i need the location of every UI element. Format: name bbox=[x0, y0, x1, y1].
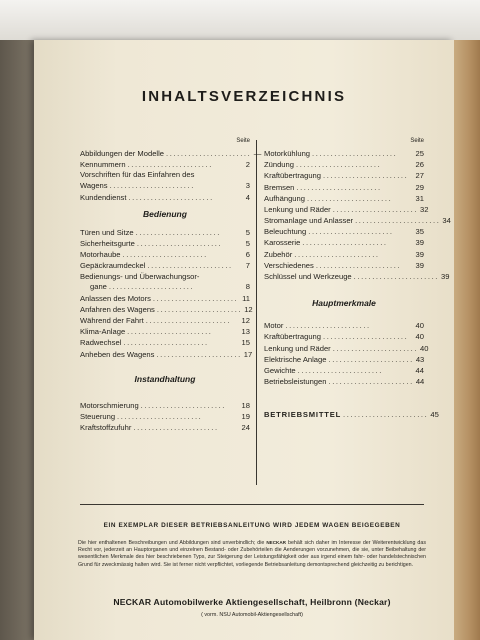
toc-entry-page: 13 bbox=[241, 327, 250, 337]
toc-entry-page: 39 bbox=[415, 260, 424, 270]
toc-entry bbox=[80, 315, 250, 326]
toc-entry-label: Abbildungen der Modelle bbox=[80, 148, 165, 158]
leader-dots: ....................... bbox=[294, 249, 380, 259]
leader-dots: ....................... bbox=[109, 181, 195, 191]
toc-entry bbox=[264, 159, 424, 170]
leader-dots: ....................... bbox=[140, 400, 226, 410]
toc-entry bbox=[264, 238, 424, 249]
notice-heading: EIN EXEMPLAR DIESER BETRIEBSANLEITUNG WIRD JEDEM WAGEN BEIGEGEBEN bbox=[103, 522, 401, 529]
leader-dots: ....................... bbox=[123, 338, 209, 348]
page-title: INHALTSVERZEICHNIS bbox=[141, 88, 347, 105]
toc-entry bbox=[80, 304, 253, 315]
toc-entry-label: Kraftstoffzufuhr bbox=[80, 423, 132, 433]
toc-entry bbox=[264, 365, 424, 376]
leader-dots: ....................... bbox=[135, 227, 221, 237]
toc-entry bbox=[264, 204, 429, 215]
toc-entry bbox=[80, 238, 250, 249]
toc-entry-page: 31 bbox=[415, 193, 424, 203]
toc-entry bbox=[80, 260, 250, 271]
toc-entry-page: — bbox=[253, 148, 262, 158]
leader-dots: ....................... bbox=[128, 192, 214, 202]
toc-entry bbox=[264, 193, 424, 204]
toc-entry-label: BETRIEBSMITTEL bbox=[264, 410, 342, 420]
leader-dots: ....................... bbox=[127, 160, 213, 170]
toc-entry-page: 12 bbox=[241, 316, 250, 326]
toc-entry-page: 26 bbox=[415, 160, 424, 170]
toc-entry-label: Gepäckraumdeckel bbox=[80, 261, 146, 271]
toc-entry bbox=[264, 376, 424, 387]
leader-dots: ....................... bbox=[308, 227, 394, 237]
toc-entry-label: Zündung bbox=[264, 160, 294, 170]
notice-brand: NECKAR bbox=[266, 540, 286, 545]
notice-text-part: behält sich daher im Interesse der Weiterentwicklung das Recht vor, jederzeit an Hauptorganen und einzelnen Bestand- oder Zubehörteilen die Aenderungen vorzunehmen, die sie, unter Beibehaltung der wesentlichen Merkmale des hier beschriebenen Typs, zur Steigerung der Leistungsfähigkeit oder aus irgend einem fahr- oder handelstechnischen Grund für zweckmässig halten wird. Sie ist ferner nicht verpflichtet, vorliegende Betriebsanleitung demontsprechend gleichzeitig zu berichtigen. bbox=[78, 540, 426, 568]
toc-entry bbox=[264, 148, 424, 159]
toc-entry bbox=[80, 170, 250, 191]
leader-dots: ....................... bbox=[136, 238, 223, 248]
toc-entry-label: Radwechsel bbox=[80, 338, 122, 348]
leader-dots: ....................... bbox=[152, 293, 239, 303]
toc-entry bbox=[80, 411, 250, 422]
leader-dots: ....................... bbox=[122, 250, 208, 260]
toc-entry bbox=[80, 227, 250, 238]
leader-dots: ....................... bbox=[147, 261, 233, 271]
leader-dots: ....................... bbox=[166, 148, 252, 158]
toc-entry-betriebsmittel bbox=[264, 409, 439, 420]
toc-entry bbox=[264, 331, 424, 342]
publisher-subtitle: ( vorm. NSU Automobil-Aktiengesellschaft) bbox=[201, 612, 303, 618]
toc-entry-label: Bedienungs- und Überwachungsor- bbox=[80, 271, 200, 281]
toc-entry-label: Elektrische Anlage bbox=[264, 354, 327, 364]
toc-entry-page: 35 bbox=[415, 227, 424, 237]
toc-entry-page: 44 bbox=[415, 377, 425, 387]
page-edge bbox=[454, 40, 480, 640]
toc-entry-page: 43 bbox=[415, 354, 425, 364]
toc-entry-page: 17 bbox=[243, 349, 253, 359]
toc-entry-page: 6 bbox=[245, 250, 250, 260]
toc-entry-label: Steuerung bbox=[80, 411, 116, 421]
toc-entry-label: Schlüssel und Werkzeuge bbox=[264, 272, 352, 282]
toc-entry bbox=[80, 400, 250, 411]
seite-label: Seite bbox=[236, 138, 250, 144]
toc-entry bbox=[80, 349, 253, 360]
toc-entry-page: 11 bbox=[242, 293, 250, 303]
toc-entry-label: Lenkung und Räder bbox=[264, 343, 331, 353]
leader-dots: ....................... bbox=[297, 365, 383, 375]
toc-entry bbox=[264, 170, 424, 181]
toc-entry-label: Verschiedenes bbox=[264, 260, 314, 270]
notice-text bbox=[78, 539, 426, 569]
toc-entry bbox=[264, 249, 424, 260]
leader-dots: ....................... bbox=[328, 377, 414, 387]
toc-entry bbox=[80, 422, 250, 433]
toc-entry bbox=[80, 159, 250, 170]
leader-dots: ....................... bbox=[332, 204, 419, 214]
toc-entry-page: 29 bbox=[415, 182, 424, 192]
toc-entry-label: Motorschmierung bbox=[80, 400, 139, 410]
toc-entry-page: 39 bbox=[441, 272, 450, 282]
toc-entry-page: 19 bbox=[241, 411, 250, 421]
leader-dots: ....................... bbox=[285, 321, 371, 331]
toc-entry bbox=[80, 272, 250, 293]
leader-dots: ....................... bbox=[332, 343, 419, 353]
toc-entry-label: Sicherheitsgurte bbox=[80, 238, 135, 248]
toc-entry bbox=[264, 271, 450, 282]
toc-entry-label: Anlassen des Motors bbox=[80, 293, 151, 303]
leader-dots: ....................... bbox=[353, 272, 439, 282]
toc-entry bbox=[80, 293, 250, 304]
toc-entry-page: 34 bbox=[442, 216, 451, 226]
toc-entry-label: gane bbox=[90, 282, 107, 292]
toc-entry-label: Anfahren des Wagens bbox=[80, 304, 155, 314]
toc-entry-label: Türen und Sitze bbox=[80, 227, 134, 237]
toc-entry-page: 2 bbox=[245, 160, 250, 170]
toc-entry-page: 7 bbox=[245, 261, 250, 271]
toc-entry-page: 27 bbox=[415, 171, 424, 181]
toc-entry-label: Aufhängung bbox=[264, 193, 305, 203]
toc-entry-page: 12 bbox=[244, 304, 253, 314]
leader-dots: ....................... bbox=[296, 182, 382, 192]
toc-entry-page: 40 bbox=[415, 321, 424, 331]
toc-entry-page: 44 bbox=[415, 365, 424, 375]
leader-dots: ....................... bbox=[117, 411, 203, 421]
toc-entry-label: Karosserie bbox=[264, 238, 301, 248]
leader-dots: ....................... bbox=[315, 260, 402, 270]
leader-dots: ....................... bbox=[323, 332, 409, 342]
separator-line bbox=[80, 504, 424, 505]
toc-entry bbox=[80, 337, 250, 348]
toc-entry-page: 8 bbox=[245, 282, 250, 292]
toc-entry-label: Wagens bbox=[80, 181, 108, 191]
toc-entry-page: 5 bbox=[245, 227, 250, 237]
leader-dots: ....................... bbox=[312, 148, 398, 158]
toc-entry-label: Bremsen bbox=[264, 182, 295, 192]
toc-entry-page: 3 bbox=[245, 181, 250, 191]
page-shadow bbox=[0, 40, 34, 640]
toc-entry-page: 5 bbox=[245, 238, 250, 248]
toc-entry-label: Kennummern bbox=[80, 160, 126, 170]
seite-label: Seite bbox=[410, 138, 424, 144]
toc-entry-page: 18 bbox=[241, 400, 250, 410]
toc-entry-page: 39 bbox=[415, 249, 424, 259]
column-divider bbox=[256, 140, 257, 485]
toc-entry bbox=[264, 320, 424, 331]
leader-dots: ....................... bbox=[145, 316, 232, 326]
toc-entry-page: 25 bbox=[415, 148, 424, 158]
toc-entry-label: Motorkühlung bbox=[264, 148, 311, 158]
toc-entry-label: Kraftübertragung bbox=[264, 171, 321, 181]
leader-dots: ....................... bbox=[133, 423, 219, 433]
leader-dots: ....................... bbox=[156, 304, 243, 314]
toc-entry bbox=[264, 343, 429, 354]
leader-dots: ....................... bbox=[108, 282, 195, 292]
toc-entry bbox=[80, 326, 250, 337]
toc-entry bbox=[80, 249, 250, 260]
toc-entry-page: 4 bbox=[245, 192, 250, 202]
leader-dots: ....................... bbox=[306, 193, 393, 203]
toc-entry-page: 45 bbox=[430, 410, 439, 420]
toc-entry-label: Anheben des Wagens bbox=[80, 349, 155, 359]
leader-dots: ....................... bbox=[343, 410, 429, 420]
toc-entry-page: 32 bbox=[420, 204, 429, 214]
section-title-instandhaltung: Instandhaltung bbox=[134, 373, 196, 384]
toc-entry bbox=[264, 226, 424, 237]
toc-entry-label: Stromanlage und Anlasser bbox=[264, 216, 354, 226]
toc-entry-label: Beleuchtung bbox=[264, 227, 307, 237]
toc-entry-label: Betriebsleistungen bbox=[264, 377, 327, 387]
toc-entry-label: Gewichte bbox=[264, 365, 296, 375]
toc-entry-label: Motor bbox=[264, 321, 284, 331]
toc-entry-page: 24 bbox=[241, 423, 250, 433]
toc-entry-label: Lenkung und Räder bbox=[264, 204, 331, 214]
notice-text-part: Die hier enthaltenen Beschreibungen und Abbildungen sind unverbindlich; die bbox=[78, 540, 265, 546]
leader-dots: ....................... bbox=[302, 238, 388, 248]
toc-entry-page: 40 bbox=[415, 332, 424, 342]
toc-entry-label: Kraftübertragung bbox=[264, 332, 321, 342]
leader-dots: ....................... bbox=[156, 349, 242, 359]
section-title-hauptmerkmale: Hauptmerkmale bbox=[312, 298, 376, 309]
leader-dots: ....................... bbox=[295, 160, 382, 170]
leader-dots: ....................... bbox=[328, 354, 414, 364]
toc-right-column bbox=[264, 138, 451, 421]
toc-entry-label: Zubehör bbox=[264, 249, 293, 259]
toc-entry bbox=[264, 215, 451, 226]
leader-dots: ....................... bbox=[355, 216, 441, 226]
toc-entry-label: Klima-Anlage bbox=[80, 327, 126, 337]
toc-left-column bbox=[80, 138, 262, 433]
toc-entry bbox=[264, 260, 424, 271]
leader-dots: ....................... bbox=[127, 327, 213, 337]
toc-entry bbox=[80, 148, 262, 159]
toc-entry bbox=[264, 354, 424, 365]
toc-entry bbox=[80, 192, 250, 203]
toc-entry-label: Vorschriften für das Einfahren des bbox=[80, 170, 195, 180]
toc-entry-label: Während der Fahrt bbox=[80, 316, 144, 326]
toc-entry-page: 15 bbox=[241, 338, 250, 348]
toc-entry bbox=[264, 182, 424, 193]
toc-entry-page: 39 bbox=[415, 238, 424, 248]
publisher-name: NECKAR Automobilwerke Aktiengesellschaft, Heilbronn (Neckar) bbox=[113, 597, 391, 607]
toc-entry-label: Motorhaube bbox=[80, 250, 121, 260]
toc-entry-label: Kundendienst bbox=[80, 192, 127, 202]
leader-dots: ....................... bbox=[323, 171, 409, 181]
section-title-bedienung: Bedienung bbox=[143, 208, 187, 219]
toc-entry-page: 40 bbox=[420, 343, 429, 353]
